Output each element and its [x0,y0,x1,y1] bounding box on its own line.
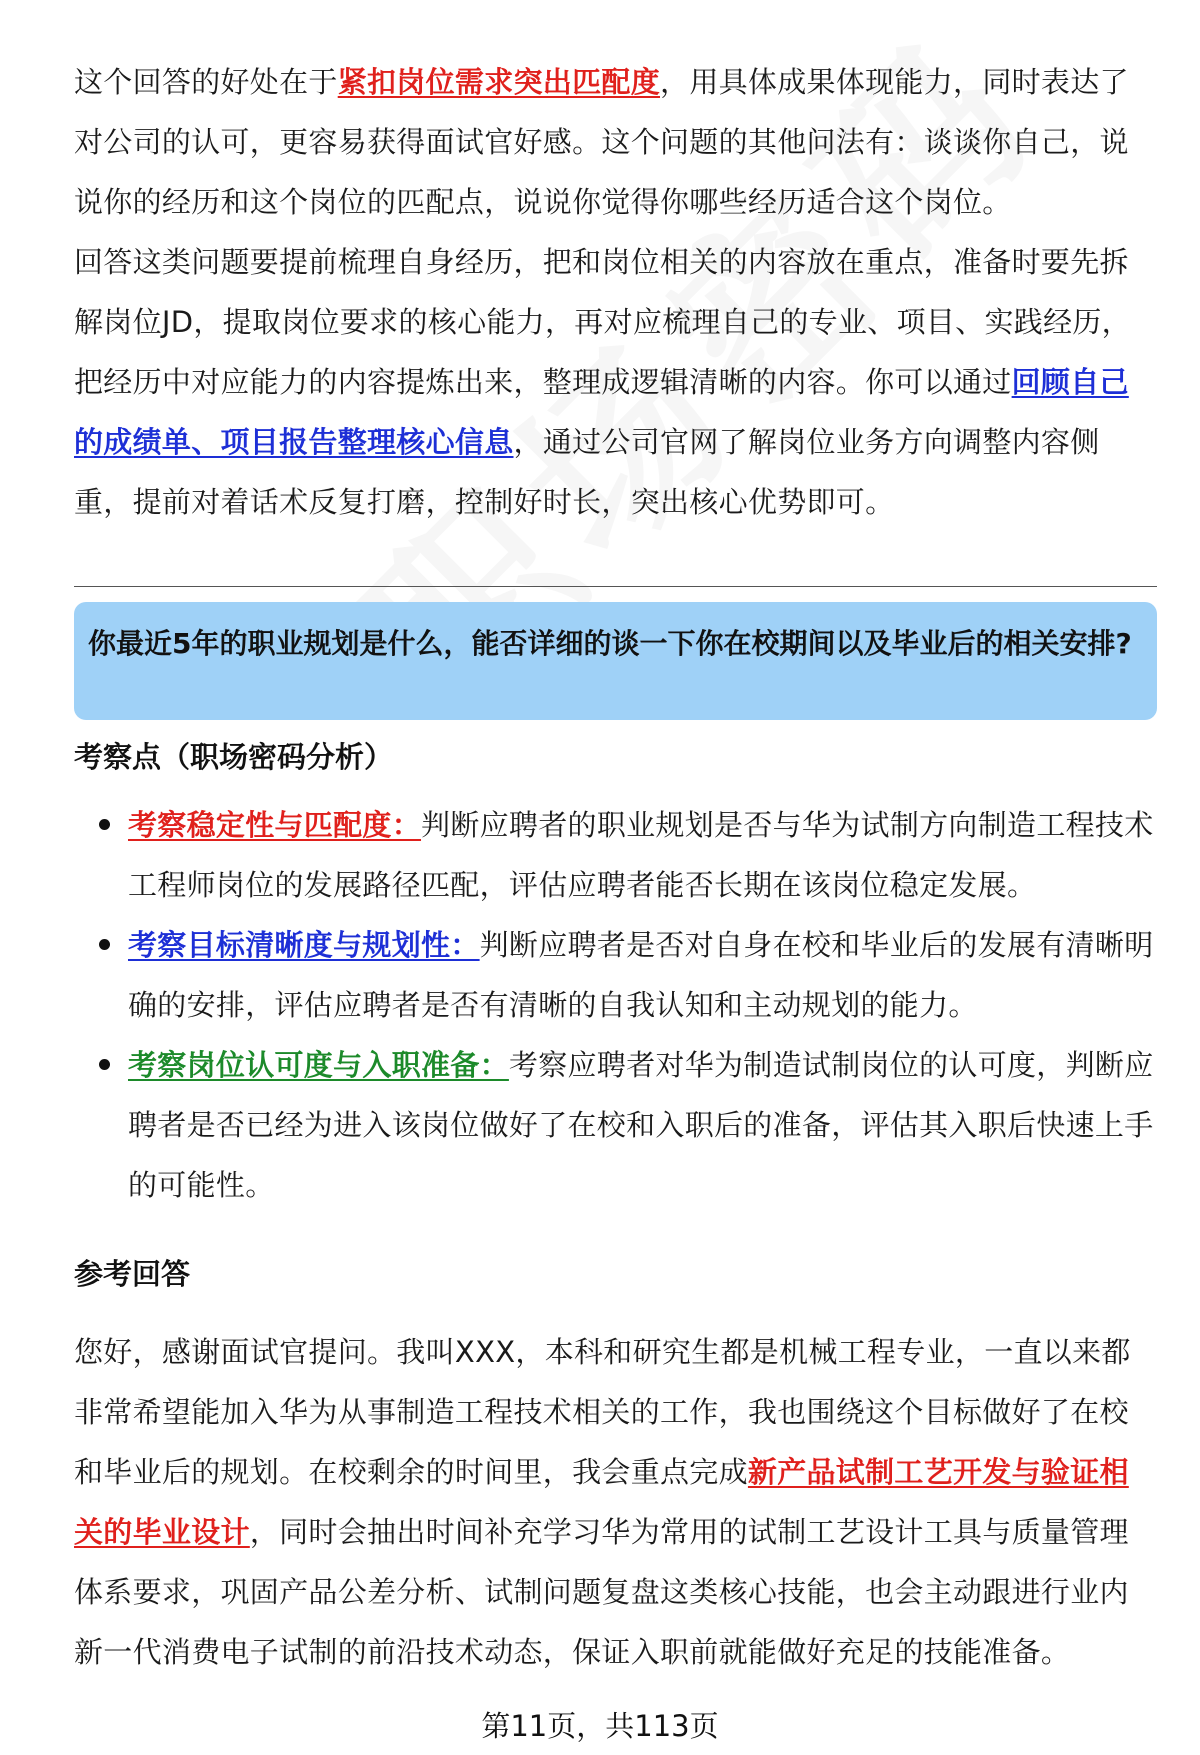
bullet-dot-icon [99,819,110,830]
analysis-item-label: 考察岗位认可度与入职准备： [128,1048,509,1082]
bullet-dot-icon [99,1059,110,1070]
intro-section [74,52,1149,532]
analysis-item-label: 考察目标清晰度与规划性： [128,928,480,962]
section-divider [74,586,1157,587]
bullet-dot-icon [99,939,110,950]
analysis-item-recognition [74,1035,1157,1215]
question-text: 你最近5年的职业规划是什么，能否详细的谈一下你在校期间以及毕业后的相关安排? [88,627,1132,660]
intro-paragraph-1: 这个回答的好处在于紧扣岗位需求突出匹配度，用具体成果体现能力，同时表达了对公司的认可，更容易获得面试官好感。这个问题的其他问法有：谈谈你自己，说说你的经历和这个岗位的匹配点，说说你觉得你哪些经历适合这个岗位。 [74,65,1129,219]
page-number: 第11页，共113页 [481,1709,719,1743]
intro-highlight-2: 回顾自己的成绩单、项目报告整理核心信息 [74,365,1129,459]
answer-highlight: 新产品试制工艺开发与验证相关的毕业设计 [74,1455,1129,1549]
answer-paragraph: 您好，感谢面试官提问。我叫XXX，本科和研究生都是机械工程专业，一直以来都非常希望能加入华为从事制造工程技术相关的工作，我也围绕这个目标做好了在校和毕业后的规划。在校剩余的时间里，我会重点完成新产品试制工艺开发与验证相关的毕业设计，同时会抽出时间补充学习华为常用的试制工艺设计工具与质量管理体系要求，巩固产品公差分析、试制问题复盘这类核心技能，也会主动跟进行业内新一代消费电子试制的前沿技术动态，保证入职前就能做好充足的技能准备。 [74,1335,1131,1669]
answer-heading: 参考回答 [74,1257,191,1291]
analysis-item-text: 判断应聘者的职业规划是否与华为试制方向制造工程技术工程师岗位的发展路径匹配，评估应聘者能否长期在该岗位稳定发展。 [128,808,1154,902]
question-box [74,602,1157,720]
answer-section [74,1322,1149,1682]
analysis-item-label: 考察稳定性与匹配度： [128,808,422,842]
intro-paragraph-2: 回答这类问题要提前梳理自身经历，把和岗位相关的内容放在重点，准备时要先拆解岗位JD，提取岗位要求的核心能力，再对应梳理自己的专业、项目、实践经历，把经历中对应能力的内容提炼出来，整理成逻辑清晰的内容。你可以通过回顾自己的成绩单、项目报告整理核心信息，通过公司官网了解岗位业务方向调整内容侧重，提前对着话术反复打磨，控制好时长，突出核心优势即可。 [74,245,1131,519]
analysis-item-clarity [74,915,1157,1035]
intro-highlight-1: 紧扣岗位需求突出匹配度 [337,65,661,99]
analysis-heading: 考察点（职场密码分析） [74,740,394,774]
analysis-list [74,795,1157,1215]
analysis-item-text: 考察应聘者对华为制造试制岗位的认可度，判断应聘者是否已经为进入该岗位做好了在校和入职后的准备，评估其入职后快速上手的可能性。 [128,1048,1154,1202]
analysis-item-stability [74,795,1157,915]
analysis-item-text: 判断应聘者是否对自身在校和毕业后的发展有清晰明确的安排，评估应聘者是否有清晰的自我认知和主动规划的能力。 [128,928,1154,1022]
